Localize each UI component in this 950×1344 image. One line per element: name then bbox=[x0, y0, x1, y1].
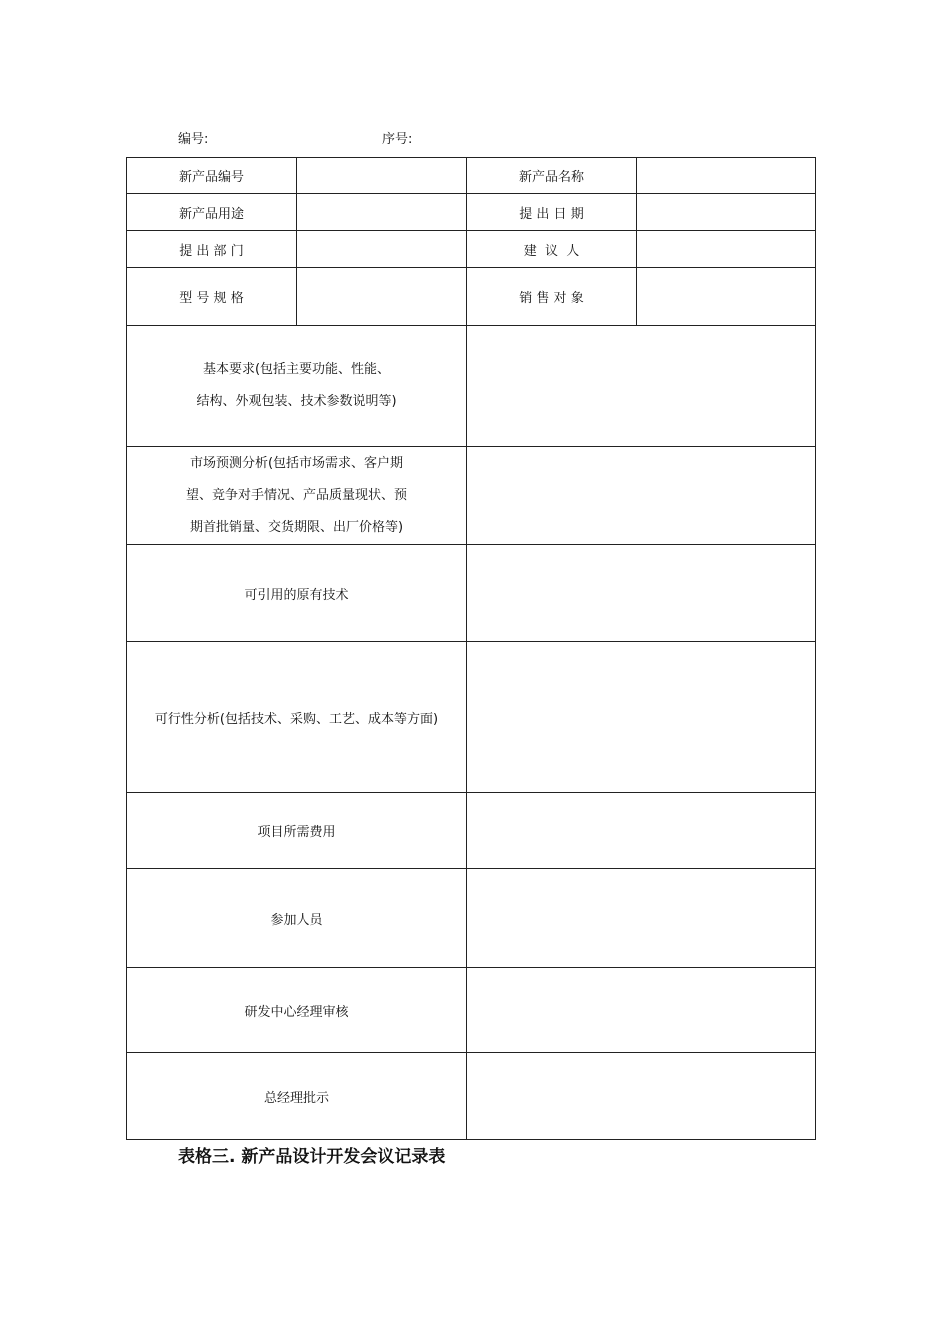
table-row bbox=[127, 1053, 816, 1140]
product-number-label: 新产品编号 bbox=[127, 158, 297, 194]
basic-requirements-value[interactable] bbox=[467, 326, 816, 447]
gm-approval-value[interactable] bbox=[467, 1053, 816, 1140]
product-name-label: 新产品名称 bbox=[467, 158, 637, 194]
market-analysis-label bbox=[127, 447, 467, 545]
existing-tech-label: 可引用的原有技术 bbox=[127, 545, 467, 642]
gm-approval-label: 总经理批示 bbox=[127, 1053, 467, 1140]
submit-date-value[interactable] bbox=[637, 194, 816, 231]
submit-dept-value[interactable] bbox=[297, 231, 467, 268]
product-name-value[interactable] bbox=[637, 158, 816, 194]
rd-review-value[interactable] bbox=[467, 968, 816, 1053]
sales-target-value[interactable] bbox=[637, 268, 816, 326]
table-row bbox=[127, 326, 816, 447]
table-row bbox=[127, 268, 816, 326]
table-row bbox=[127, 793, 816, 869]
feasibility-label: 可行性分析(包括技术、采购、工艺、成本等方面) bbox=[127, 642, 467, 793]
market-analysis-line-3: 期首批销量、交货期限、出厂价格等) bbox=[189, 519, 404, 535]
basic-requirements-line-2: 结构、外观包装、技术参数说明等) bbox=[196, 394, 397, 409]
feasibility-value[interactable] bbox=[467, 642, 816, 793]
table-row bbox=[127, 869, 816, 968]
number-label: 编号: bbox=[178, 132, 209, 147]
table-row bbox=[127, 545, 816, 642]
market-analysis-line-1: 市场预测分析(包括市场需求、客户期 bbox=[189, 455, 404, 471]
model-spec-label: 型 号 规 格 bbox=[127, 268, 297, 326]
participants-label: 参加人员 bbox=[127, 869, 467, 968]
table-row bbox=[127, 194, 816, 231]
basic-requirements-line-1: 基本要求(包括主要功能、性能、 bbox=[202, 362, 391, 377]
model-spec-value[interactable] bbox=[297, 268, 467, 326]
meeting-record-table-title: 表格三. 新产品设计开发会议记录表 bbox=[178, 1147, 446, 1167]
submit-dept-label: 提 出 部 门 bbox=[127, 231, 297, 268]
proposer-value[interactable] bbox=[637, 231, 816, 268]
product-use-label: 新产品用途 bbox=[127, 194, 297, 231]
table-row bbox=[127, 158, 816, 194]
submit-date-label: 提 出 日 期 bbox=[467, 194, 637, 231]
project-cost-label: 项目所需费用 bbox=[127, 793, 467, 869]
table-row bbox=[127, 642, 816, 793]
basic-requirements-label bbox=[127, 326, 467, 447]
proposer-label: 建 议 人 bbox=[467, 231, 637, 268]
participants-value[interactable] bbox=[467, 869, 816, 968]
product-number-value[interactable] bbox=[297, 158, 467, 194]
existing-tech-value[interactable] bbox=[467, 545, 816, 642]
product-use-value[interactable] bbox=[297, 194, 467, 231]
sales-target-label: 销 售 对 象 bbox=[467, 268, 637, 326]
rd-review-label: 研发中心经理审核 bbox=[127, 968, 467, 1053]
project-cost-value[interactable] bbox=[467, 793, 816, 869]
table-row bbox=[127, 447, 816, 545]
market-analysis-line-2: 望、竞争对手情况、产品质量现状、预 bbox=[185, 487, 407, 503]
market-analysis-value[interactable] bbox=[467, 447, 816, 545]
sequence-label: 序号: bbox=[382, 132, 413, 147]
table-row bbox=[127, 968, 816, 1053]
new-product-form-table bbox=[126, 157, 816, 1140]
table-row bbox=[127, 231, 816, 268]
